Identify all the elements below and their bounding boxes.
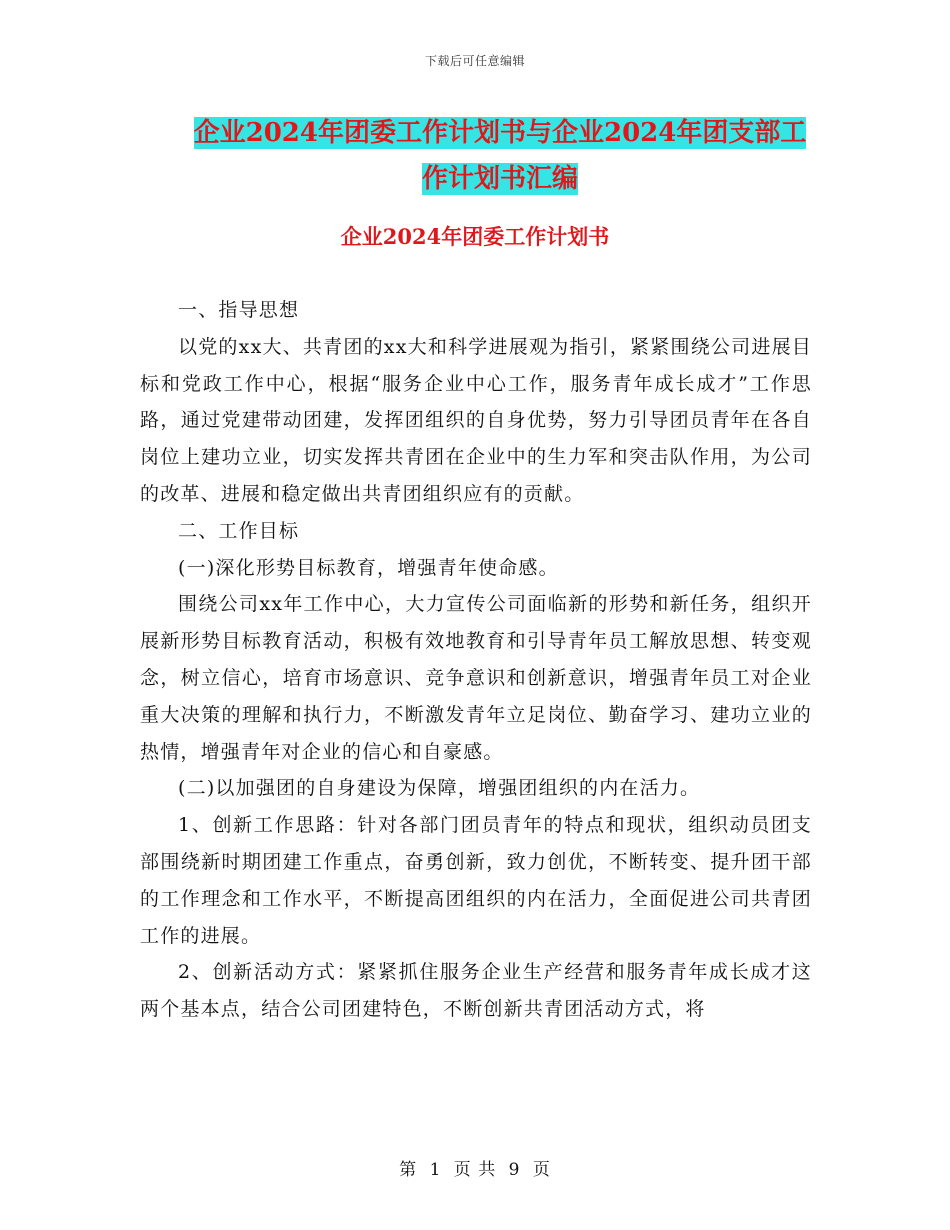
document-title — [190, 110, 810, 202]
subheading-1: (一)深化形势目标教育，增强青年使命感。 — [178, 556, 559, 579]
document-body — [140, 292, 812, 1028]
document-title-line-2: 作计划书汇编 — [421, 164, 578, 194]
page-number-current: 1 — [429, 1160, 442, 1180]
paragraph: 2、创新活动方式：紧紧抓住服务企业生产经营和服务青年成长成才这两个基本点，结合公司团建特色，不断创新共青团活动方式，将 — [140, 961, 812, 1021]
document-title-line-1: 企业2024年团委工作计划书与企业2024年团支部工 — [193, 118, 807, 148]
heading-guiding-ideology: 一、指导思想 — [178, 299, 300, 321]
page-number-total: 9 — [508, 1160, 521, 1180]
page-footer — [0, 1155, 950, 1180]
page-label-mid: 页 共 — [453, 1160, 497, 1180]
page-label-prefix: 第 — [399, 1160, 418, 1180]
subheading-2: (二)以加强团的自身建设为保障，增强团组织的内在活力。 — [178, 777, 701, 800]
heading-work-goals: 二、工作目标 — [178, 519, 300, 542]
paragraph: 1、创新工作思路：针对各部门团员青年的特点和现状，组织动员团支部围绕新时期团建工作重点，奋勇创新，致力创优，不断转变、提升团干部的工作理念和工作水平，不断提高团组织的内在活力，全面促进公司共青团工作的进展。 — [140, 814, 812, 947]
header-note: 下载后可任意编辑 — [424, 54, 525, 68]
paragraph: 围绕公司xx年工作中心，大力宣传公司面临新的形势和新任务，组织开展新形势目标教育活动，积极有效地教育和引导青年员工解放思想、转变观念，树立信心，培育市场意识、竞争意识和创新意识，增强青年员工对企业重大决策的理解和执行力，不断激发青年立足岗位、勤奋学习、建功立业的热情，增强青年对企业的信心和自豪感。 — [140, 593, 812, 763]
page-label-suffix: 页 — [532, 1160, 551, 1180]
paragraph: 以党的xx大、共青团的xx大和科学进展观为指引，紧紧围绕公司进展目标和党政工作中心，根据“服务企业中心工作，服务青年成长成才”工作思路，通过党建带动团建，发挥团组织的自身优势，努力引导团员青年在各自岗位上建功立业，切实发挥共青团在企业中的生力军和突击队作用，为公司的改革、进展和稳定做出共青团组织应有的贡献。 — [140, 335, 812, 505]
section-title: 企业2024年团委工作计划书 — [340, 224, 610, 249]
